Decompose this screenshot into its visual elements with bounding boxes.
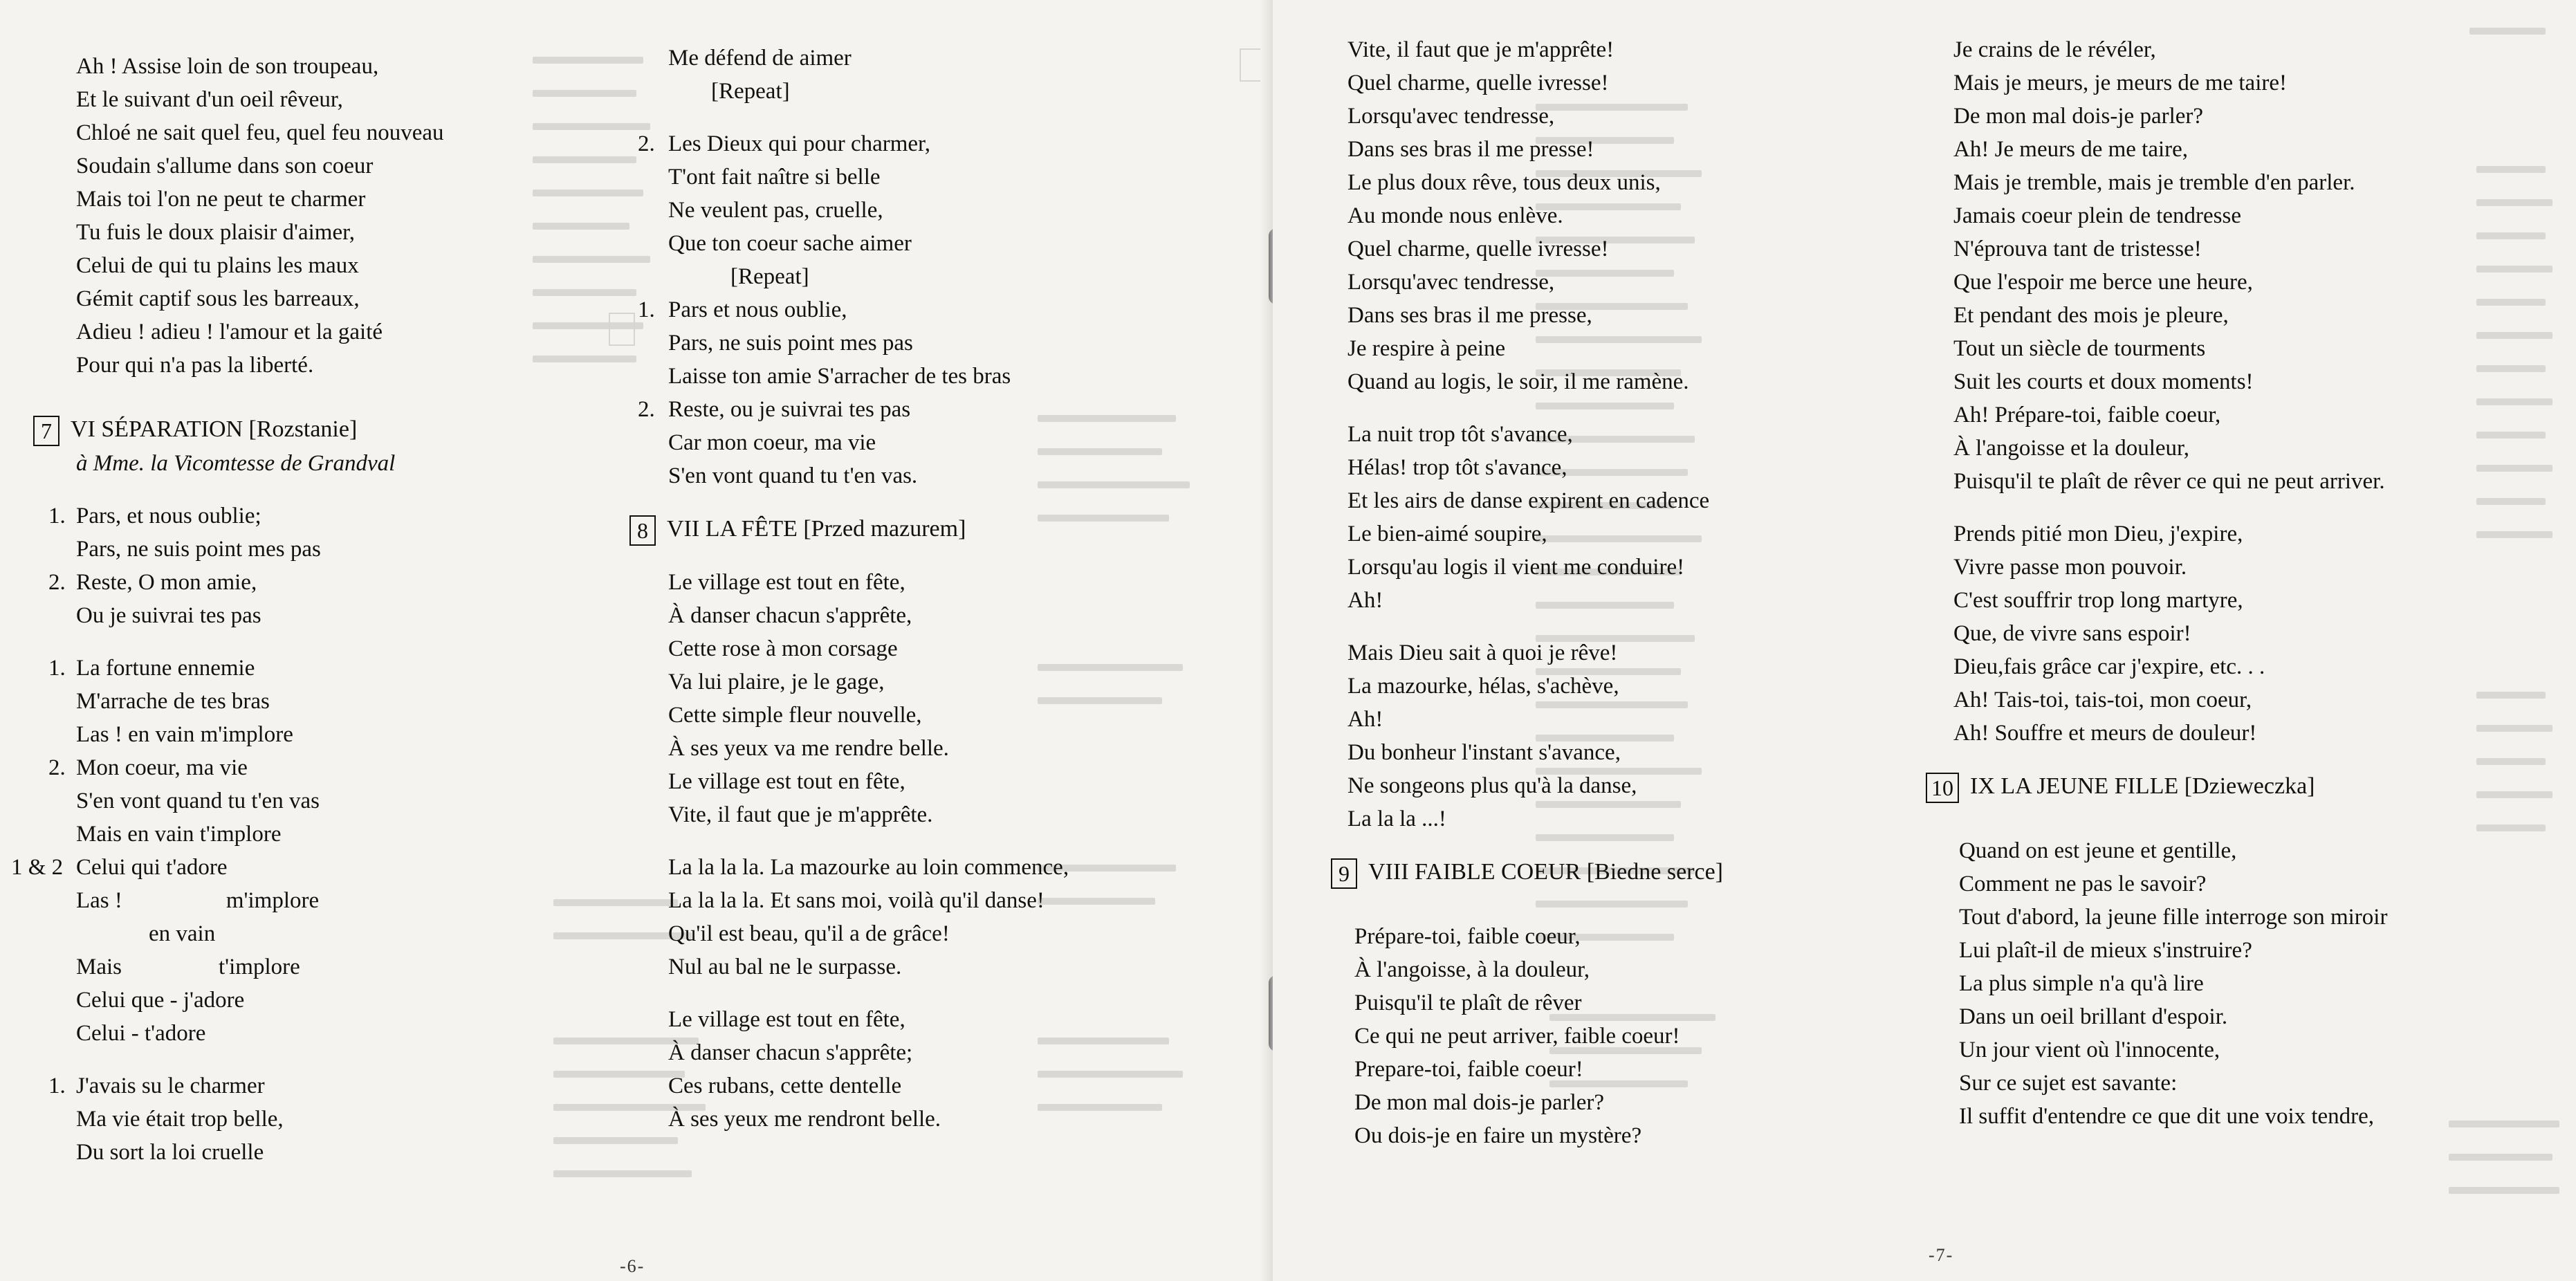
verse-line: Lorsqu'au logis il vient me conduire! — [1347, 555, 1685, 580]
verse-line: Jamais coeur plein de tendresse — [1953, 203, 2242, 228]
song-number-box: 10 — [1926, 773, 1959, 803]
verse-line: Quel charme, quelle ivresse! — [1347, 71, 1609, 95]
verse-line: La la la la. La mazourke au loin commence, — [668, 855, 1069, 880]
verse-line: Celui que - j'adore — [76, 988, 245, 1013]
verse-line: 2. Mon coeur, ma vie — [48, 755, 248, 780]
page-number: -7- — [1929, 1245, 1954, 1265]
verse-line: Laisse ton amie S'arracher de tes bras — [668, 364, 1011, 389]
verse-line: La plus simple n'a qu'à lire — [1959, 971, 2204, 996]
verse-line: 1. Pars, et nous oublie; — [48, 504, 261, 528]
verse-line: La nuit trop tôt s'avance, — [1347, 422, 1573, 447]
verse-line: Du sort la loi cruelle — [76, 1140, 264, 1165]
verse-line: Dans ses bras il me presse! — [1347, 137, 1594, 162]
verse-line: Mais t'implore — [76, 955, 300, 979]
right-col-1 — [1338, 33, 1724, 1152]
verse-line: Puisqu'il te plaît de rêver — [1354, 990, 1582, 1015]
verse-line: Que, de vivre sans espoir! — [1953, 621, 2191, 646]
verse-line: Las ! m'implore — [76, 888, 320, 913]
verse-line: Je respire à peine — [1347, 336, 1506, 361]
verse-line: La mazourke, hélas, s'achève, — [1347, 674, 1619, 699]
verse-line: Vite, il faut que je m'apprête. — [668, 802, 933, 827]
verse-line: Pars, ne suis point mes pas — [76, 537, 321, 562]
verse-line: Qu'il est beau, qu'il a de grâce! — [668, 921, 950, 946]
verse-line: Hélas! trop tôt s'avance, — [1347, 455, 1567, 480]
verse-line: Dieu,fais grâce car j'expire, etc. . . — [1953, 654, 2265, 679]
verse-line: Ah! — [1347, 588, 1383, 613]
verse-line: Tout un siècle de tourments — [1953, 336, 2206, 361]
verse-line: N'éprouva tant de tristesse! — [1953, 237, 2202, 261]
song-title: VI SÉPARATION [Rozstanie] — [71, 416, 358, 442]
verse-line: À ses yeux me rendront belle. — [668, 1107, 941, 1132]
left-page — [0, 0, 1273, 1281]
verse-line: Gémit captif sous les barreaux, — [76, 286, 360, 311]
verse-line: Celui de qui tu plains les maux — [76, 253, 359, 278]
verse-line: À ses yeux va me rendre belle. — [668, 736, 949, 761]
left-col-1 — [11, 50, 444, 1169]
verse-line: Chloé ne sait quel feu, quel feu nouveau — [76, 120, 444, 145]
verse-line: 1 & 2 Celui qui t'adore — [11, 855, 228, 880]
verse-line: Celui - t'adore — [76, 1021, 206, 1046]
verse-line: Ces rubans, cette dentelle — [668, 1073, 902, 1098]
verse-line: Prépare-toi, faible coeur, — [1354, 924, 1581, 949]
verse-line: À danser chacun s'apprête; — [668, 1040, 913, 1065]
verse-line: Il suffit d'entendre ce que dit une voix tendre, — [1959, 1104, 2375, 1129]
verse-line: 2. Reste, O mon amie, — [48, 570, 257, 595]
verse-line: Ah ! Assise loin de son troupeau, — [76, 54, 379, 79]
song-number-box: 9 — [1331, 858, 1357, 889]
verse-line: S'en vont quand tu t'en vas — [76, 789, 320, 813]
verse-line: Que l'espoir me berce une heure, — [1953, 270, 2253, 295]
verse-line: Ah! Souffre et meurs de douleur! — [1953, 721, 2257, 746]
verse-line: Le village est tout en fête, — [668, 1007, 905, 1032]
verse-line: 1. J'avais su le charmer — [48, 1073, 265, 1098]
verse-line: Cette simple fleur nouvelle, — [668, 703, 922, 728]
verse-line: Vite, il faut que je m'apprête! — [1347, 37, 1614, 62]
verse-line: Dans ses bras il me presse, — [1347, 303, 1592, 328]
stanza — [1953, 834, 2387, 1133]
verse-line: Car mon coeur, ma vie — [668, 430, 876, 455]
verse-line: Vivre passe mon pouvoir. — [1953, 555, 2187, 580]
verse-line: Soudain s'allume dans son coeur — [76, 154, 374, 178]
verse-line: Las ! en vain m'implore — [76, 722, 293, 747]
song-title: IX LA JEUNE FILLE [Dzieweczka] — [1970, 773, 2315, 799]
stanza — [668, 1003, 1069, 1136]
stanza — [1347, 636, 1723, 836]
right-page — [1273, 0, 2576, 1281]
verse-line: Le plus doux rêve, tous deux unis, — [1347, 170, 1661, 195]
verse-line: Ah! Prépare-toi, faible coeur, — [1953, 403, 2221, 427]
verse-line: Et le suivant d'un oeil rêveur, — [76, 87, 343, 112]
verse-line: De mon mal dois-je parler? — [1354, 1090, 1605, 1115]
verse-line: Ah! Tais-toi, tais-toi, mon coeur, — [1953, 688, 2252, 712]
verse-line: Au monde nous enlève. — [1347, 203, 1563, 228]
verse-line: Le village est tout en fête, — [668, 570, 905, 595]
verse-line: Lorsqu'avec tendresse, — [1347, 104, 1555, 129]
verse-line: Ne veulent pas, cruelle, — [668, 198, 883, 223]
verse-line: À l'angoisse et la douleur, — [1953, 436, 2189, 461]
stanza — [668, 851, 1069, 984]
verse-line: Tu fuis le doux plaisir d'aimer, — [76, 220, 356, 245]
verse-line: Tout d'abord, la jeune fille interroge son miroir — [1959, 905, 2388, 930]
verse-line: Ou dois-je en faire un mystère? — [1354, 1123, 1642, 1148]
verse-line: Quel charme, quelle ivresse! — [1347, 237, 1609, 261]
song-number-box: 7 — [33, 416, 59, 446]
song-dedication: à Mme. la Vicomtesse de Grandval — [76, 451, 396, 476]
stanza — [668, 566, 1069, 831]
verse-line: Mais en vain t'implore — [76, 822, 282, 847]
verse-line: S'en vont quand tu t'en vas. — [668, 463, 918, 488]
song-title: VIII FAIBLE COEUR [Biedne serce] — [1368, 859, 1724, 885]
stanza — [1347, 920, 1723, 1152]
page-number: -6- — [620, 1256, 645, 1276]
verse-line: Ah! Je meurs de me taire, — [1953, 137, 2189, 162]
verse-line: Ma vie était trop belle, — [76, 1107, 284, 1132]
repeat-marker: [Repeat] — [730, 264, 809, 289]
verse-line: 2. Reste, ou je suivrai tes pas — [638, 397, 911, 422]
verse-line: Et pendant des mois je pleure, — [1953, 303, 2229, 328]
verse-line: Quand on est jeune et gentille, — [1959, 838, 2237, 863]
verse-line: Mais je tremble, mais je tremble d'en parler. — [1953, 170, 2355, 195]
verse-line: en vain — [149, 921, 216, 946]
verse-line: Prends pitié mon Dieu, j'expire, — [1953, 522, 2243, 546]
song-heading-10 — [1926, 769, 2387, 804]
song-heading-9 — [1331, 855, 1723, 890]
verse-line: Comment ne pas le savoir? — [1959, 872, 2207, 896]
verse-line: 1. La fortune ennemie — [48, 656, 255, 681]
verse-line: Et les airs de danse expirent en cadence — [1347, 488, 1710, 513]
verse-line: Ou je suivrai tes pas — [76, 603, 261, 628]
verse-line: Prepare-toi, faible coeur! — [1354, 1057, 1583, 1082]
verse-line: Mais Dieu sait à quoi je rêve! — [1347, 640, 1618, 665]
verse-line: Va lui plaire, je le gage, — [668, 670, 885, 694]
verse-line: Mais toi l'on ne peut te charmer — [76, 187, 366, 212]
verse-line: Ah! — [1347, 707, 1383, 732]
verse-line: T'ont fait naître si belle — [668, 165, 881, 190]
verse-line: Sur ce sujet est savante: — [1959, 1071, 2178, 1096]
verse-line: Dans un oeil brillant d'espoir. — [1959, 1004, 2228, 1029]
verse-line: À danser chacun s'apprête, — [668, 603, 912, 628]
verse-line: Quand au logis, le soir, il me ramène. — [1347, 369, 1689, 394]
right-col-2 — [1931, 33, 2388, 1133]
verse-line: Un jour vient où l'innocente, — [1959, 1038, 2220, 1062]
verse-line: C'est souffrir trop long martyre, — [1953, 588, 2243, 613]
verse-line: Adieu ! adieu ! l'amour et la gaité — [76, 320, 383, 344]
stanza-chloe — [76, 50, 444, 382]
song-heading-7 — [33, 412, 444, 447]
stanza — [1347, 418, 1723, 617]
verse-line: De mon mal dois-je parler? — [1953, 104, 2204, 129]
verse-line: Ce qui ne peut arriver, faible coeur! — [1354, 1024, 1680, 1049]
stanza — [1953, 33, 2387, 498]
verse-line: Ne songeons plus qu'à la danse, — [1347, 773, 1637, 798]
verse-line: Je crains de le révéler, — [1953, 37, 2156, 62]
repeat-marker: [Repeat] — [711, 79, 790, 104]
verse-line: 1. Pars et nous oublie, — [638, 297, 847, 322]
verse-line: Le village est tout en fête, — [668, 769, 905, 794]
verse-line: Me défend de aimer — [668, 46, 852, 71]
stanza — [1953, 517, 2387, 750]
verse-line: Du bonheur l'instant s'avance, — [1347, 740, 1621, 765]
verse-line: Suit les courts et doux moments! — [1953, 369, 2254, 394]
verse-line: La la la la. Et sans moi, voilà qu'il danse! — [668, 888, 1045, 913]
song-title: VII LA FÊTE [Przed mazurem] — [667, 516, 966, 542]
verse-line: Que ton coeur sache aimer — [668, 231, 912, 256]
verse-line: Lui plaît-il de mieux s'instruire? — [1959, 938, 2252, 963]
left-col-2 — [637, 42, 1069, 1136]
verse-line: Mais je meurs, je meurs de me taire! — [1953, 71, 2287, 95]
song-heading-8 — [629, 512, 1069, 546]
verse-line: La la la ...! — [1347, 807, 1446, 831]
verse-line: Nul au bal ne le surpasse. — [668, 955, 902, 979]
verse-line: Lorsqu'avec tendresse, — [1347, 270, 1555, 295]
verse-line: Cette rose à mon corsage — [668, 636, 898, 661]
verse-line: Pars, ne suis point mes pas — [668, 331, 913, 356]
verse-line: À l'angoisse, à la douleur, — [1354, 957, 1590, 982]
verse-line: Pour qui n'a pas la liberté. — [76, 353, 314, 378]
verse-line: 2. Les Dieux qui pour charmer, — [638, 131, 930, 156]
verse-line: M'arrache de tes bras — [76, 689, 270, 714]
verse-line: Puisqu'il te plaît de rêver ce qui ne peut arriver. — [1953, 469, 2385, 494]
stanza — [1347, 33, 1723, 398]
verse-line: Le bien-aimé soupire, — [1347, 522, 1547, 546]
song-number-box: 8 — [629, 515, 656, 546]
